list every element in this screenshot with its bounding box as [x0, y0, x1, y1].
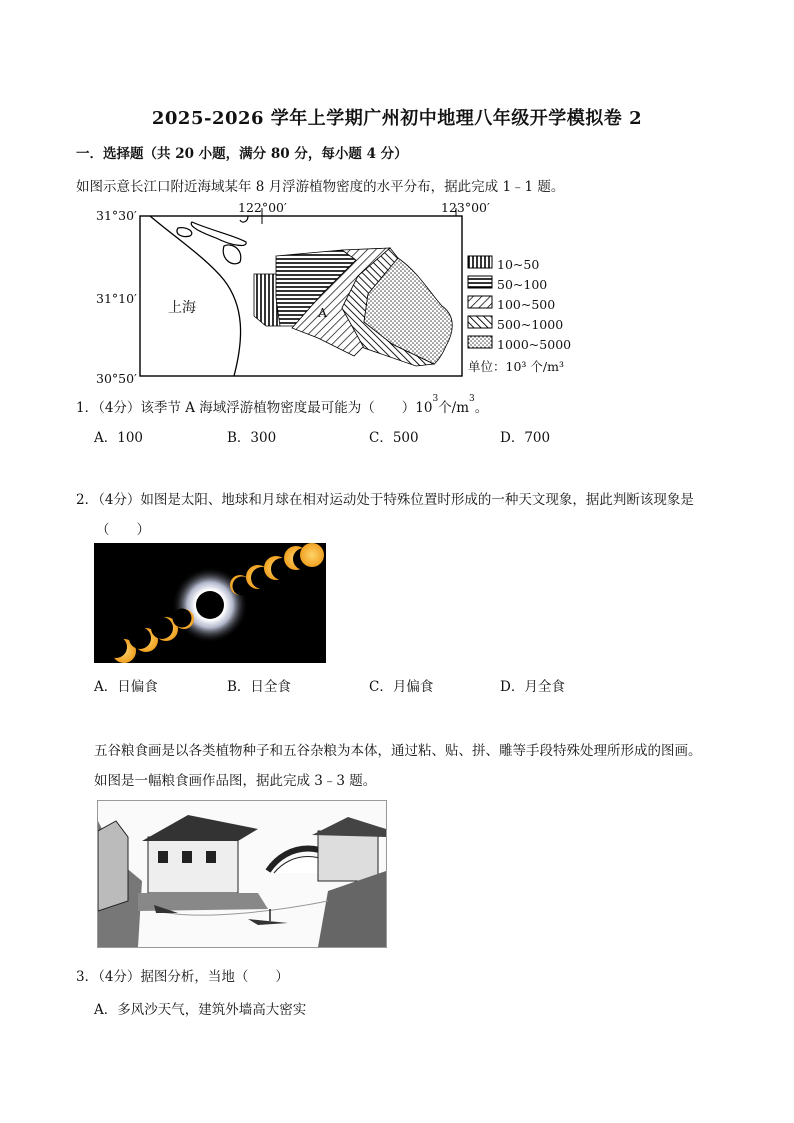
legend-label-3: 100~500 [497, 297, 556, 312]
q1-option-d: D．700 [500, 430, 551, 446]
question-3-stem: 3．（4分）据图分析，当地（ ） [76, 969, 289, 985]
shanghai-label: 上海 [168, 300, 196, 316]
q2-option-a: A．日偏食 [94, 679, 158, 695]
intro-text-3b: 如图是一幅粮食画作品图，据此完成 3﹣3 题。 [94, 773, 377, 789]
lat-label-mid: 31°10′ [96, 291, 137, 306]
q1-option-c: C．500 [369, 430, 419, 446]
q2-option-c: C．月偏食 [369, 679, 434, 695]
lat-label-top: 31°30′ [96, 208, 137, 223]
lon-label-122: 122°00′ [238, 200, 287, 215]
q2-option-b: B．日全食 [227, 679, 291, 695]
question-2-paren: （ ） [96, 522, 150, 538]
area-a-label: A [318, 305, 328, 320]
legend-label-5: 1000~5000 [497, 337, 572, 352]
q2-option-d: D．月全食 [500, 679, 565, 695]
legend-label-2: 50~100 [497, 277, 548, 292]
question-2-stem: 2．（4分）如图是太阳、地球和月球在相对运动处于特殊位置时形成的一种天文现象，据此判断该现象是 [76, 492, 694, 508]
q1-option-b: B．300 [227, 430, 277, 446]
legend-label-4: 500~1000 [497, 317, 564, 332]
lat-label-bottom: 30°50′ [96, 371, 137, 386]
page-title: 2025-2026 学年上学期广州初中地理八年级开学模拟卷 2 [151, 108, 643, 129]
legend-label-1: 10~50 [497, 257, 540, 272]
solar-eclipse-image [94, 543, 326, 663]
q3-option-a: A．多风沙天气，建筑外墙高大密实 [94, 1002, 307, 1018]
grain-painting-image [97, 800, 387, 948]
intro-text-1: 如图示意长江口附近海域某年 8 月浮游植物密度的水平分布，据此完成 1﹣1 题。 [76, 179, 565, 195]
legend-unit: 单位：10³ 个/m³ [468, 359, 564, 374]
section-heading: 一．选择题（共 20 小题，满分 80 分，每小题 4 分） [76, 146, 408, 162]
q1-option-a: A．100 [94, 430, 144, 446]
question-1-stem: 1．（4分）该季节 A 海域浮游植物密度最可能为（ ）$10^3$个$/m^3$。 [76, 394, 489, 416]
lon-label-123: 123°00′ [441, 200, 490, 215]
intro-text-3a: 五谷粮食画是以各类植物种子和五谷杂粮为本体，通过粘、贴、拼、雕等手段特殊处理所形成的图画。 [94, 743, 702, 759]
